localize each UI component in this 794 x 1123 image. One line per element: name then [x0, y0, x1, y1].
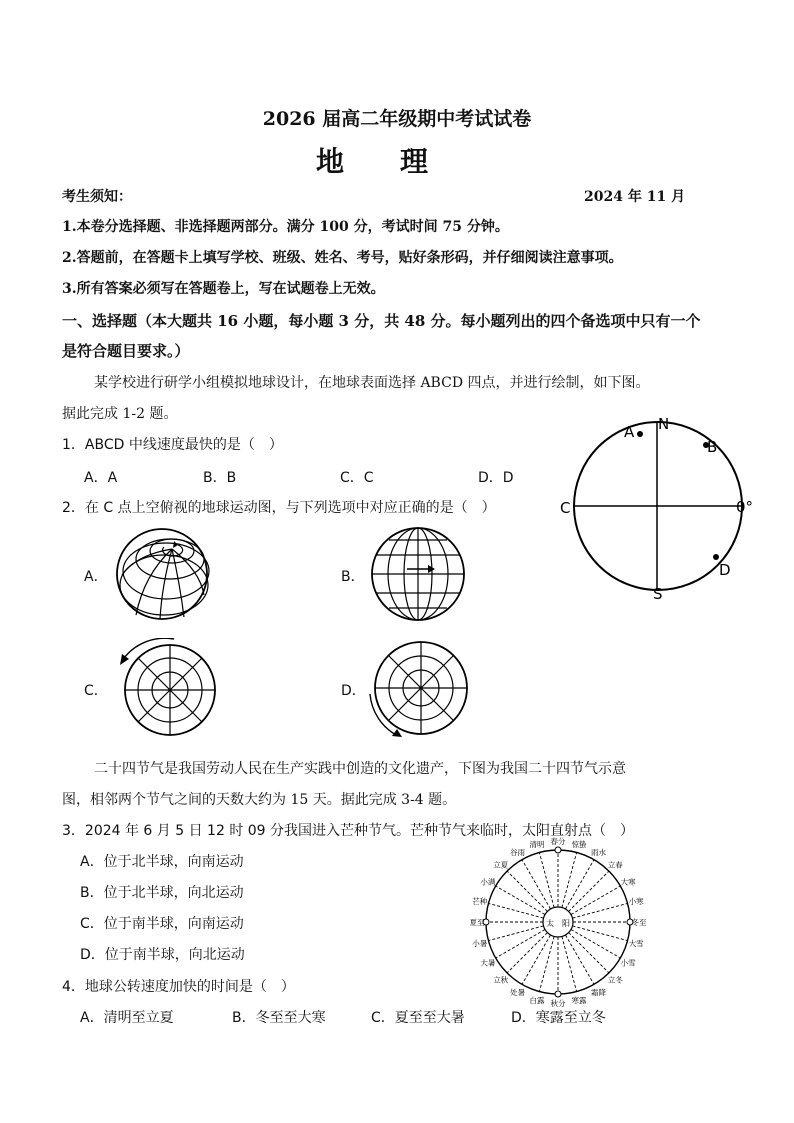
q2-option-b[interactable]: B． [341, 569, 365, 585]
solar-term-spoke [562, 853, 577, 908]
solar-term-label: 冬至 [631, 918, 647, 927]
question-3-stem: 3．2024 年 6 月 5 日 12 时 09 分我国进入芒种节气。芒种节气来临时，太阳直射点（ ） [62, 823, 635, 839]
solar-term-label: 谷雨 [510, 847, 525, 857]
globe-label-d: D [719, 561, 731, 579]
solar-term-label: 大雪 [628, 939, 644, 948]
q4-option-c[interactable]: C．夏至至大暑 [371, 1010, 465, 1026]
q3-option-b[interactable]: B．位于北半球，向北运动 [80, 885, 244, 901]
solar-term-spoke [507, 871, 547, 911]
solar-term-spoke [569, 933, 609, 973]
question-4-stem: 4．地球公转速度加快的时间是（ ） [62, 979, 295, 995]
solar-term-label: 大暑 [480, 958, 496, 968]
solar-term-spoke [573, 903, 628, 918]
solar-term-spoke [569, 871, 609, 911]
solar-term-label: 雨水 [591, 847, 606, 857]
globe-label-a: A [624, 423, 635, 441]
section-heading-line2: 是符合题目要求。） [62, 342, 190, 360]
globe-label-b: B [707, 438, 718, 456]
intro-paragraph-2-cont: 图，相邻两个节气之间的天数大约为 15 天。据此完成 3-4 题。 [62, 792, 457, 808]
solar-term-spoke [573, 926, 628, 941]
solar-term-label: 处暑 [510, 988, 525, 998]
intro-paragraph-1-cont: 据此完成 1-2 题。 [62, 406, 178, 422]
solar-term-spoke [496, 930, 545, 959]
solar-term-label: 寒露 [571, 996, 587, 1006]
solar-term-label: 芒种 [472, 897, 488, 906]
solar-term-label: 立夏 [493, 860, 509, 870]
solar-term-spoke [539, 937, 554, 992]
solar-term-label: 惊蛰 [571, 839, 587, 849]
solar-term-spoke [496, 886, 545, 915]
globe-abcd-diagram [556, 412, 766, 607]
q1-option-a[interactable]: A．A [84, 470, 118, 486]
solar-term-label: 立春 [607, 860, 623, 870]
sun-center-label: 太 阳 [546, 919, 570, 928]
globe-label-c: C [560, 499, 571, 517]
solar-term-spoke [571, 886, 620, 915]
option-d-polar-figure [368, 638, 472, 738]
globe-label-n: N [658, 415, 670, 433]
option-a-globe-figure [114, 525, 214, 621]
solar-term-spoke [489, 903, 544, 918]
q1-option-b[interactable]: B．B [203, 470, 237, 486]
q3-option-c[interactable]: C．位于南半球，向南运动 [80, 916, 244, 932]
solar-term-label: 夏至 [469, 918, 485, 927]
solar-term-label: 小暑 [472, 939, 488, 948]
solar-term-label: 大寒 [620, 877, 636, 887]
solar-term-marker [555, 847, 561, 853]
solar-term-spoke [522, 860, 551, 909]
notice-item-3: 3.所有答案必须写在答题卷上，写在试题卷上无效。 [62, 281, 385, 297]
q1-option-c[interactable]: C．C [340, 470, 374, 486]
section-heading-line1: 一、选择题（本大题共 16 小题，每小题 3 分，共 48 分。每小题列出的四个备选项中只有一个 [62, 312, 701, 330]
question-2-stem: 2．在 C 点上空俯视的地球运动图，与下列选项中对应正确的是（ ） [62, 500, 496, 516]
q2-option-c[interactable]: C． [84, 683, 108, 699]
solar-term-label: 小寒 [628, 897, 644, 906]
solar-term-spoke [522, 935, 551, 984]
solar-term-label: 小雪 [620, 958, 636, 968]
exam-title: 2026 届高二年级期中考试试卷 [262, 108, 532, 130]
solar-term-spoke [489, 926, 544, 941]
question-1-stem: 1．ABCD 中线速度最快的是（ ） [62, 437, 283, 453]
solar-term-spoke [539, 853, 554, 908]
solar-term-marker [555, 991, 561, 997]
option-b-globe-figure [369, 527, 469, 623]
notice-item-2: 2.答题前，在答题卡上填写学校、班级、姓名、考号，贴好条形码，并仔细阅读注意事项。 [62, 250, 623, 266]
intro-paragraph-2: 二十四节气是我国劳动人民在生产实践中创造的文化遗产，下图为我国二十四节气示意 [94, 761, 626, 777]
solar-term-label: 立冬 [607, 975, 623, 985]
solar-term-label: 立秋 [493, 975, 509, 985]
option-c-polar-figure [112, 638, 220, 738]
q1-option-d[interactable]: D．D [478, 470, 514, 486]
solar-term-spoke [507, 933, 547, 973]
q2-option-a[interactable]: A． [84, 569, 108, 585]
solar-term-label: 秋分 [550, 999, 566, 1008]
q2-option-d[interactable]: D． [341, 683, 366, 699]
solar-term-spoke [562, 937, 577, 992]
q4-option-d[interactable]: D．寒露至立冬 [511, 1010, 606, 1026]
solar-term-spoke [571, 930, 620, 959]
q3-option-d[interactable]: D．位于南半球，向北运动 [80, 947, 245, 963]
solar-term-label: 春分 [550, 837, 566, 846]
globe-label-0deg: 0° [736, 498, 754, 516]
q4-option-a[interactable]: A．清明至立夏 [80, 1010, 174, 1026]
solar-term-label: 白露 [529, 996, 545, 1006]
notice-item-1: 1.本卷分选择题、非选择题两部分。满分 100 分，考试时间 75 分钟。 [62, 219, 509, 235]
q4-option-b[interactable]: B．冬至至大寒 [232, 1010, 326, 1026]
notice-label: 考生须知： [62, 189, 132, 205]
solar-term-label: 清明 [529, 839, 545, 849]
solar-terms-diagram [468, 834, 648, 1010]
exam-date: 2024 年 11 月 [584, 189, 686, 205]
subject-title: 地 理 [315, 145, 428, 178]
solar-term-spoke [566, 860, 595, 909]
intro-paragraph-1: 某学校进行研学小组模拟地球设计，在地球表面选择 ABCD 四点，并进行绘制，如下图。 [94, 375, 650, 391]
solar-term-label: 霜降 [591, 988, 606, 998]
globe-label-s: S [653, 585, 663, 603]
q3-option-a[interactable]: A．位于北半球，向南运动 [80, 854, 244, 870]
solar-term-spoke [566, 935, 595, 984]
solar-term-label: 小满 [480, 877, 496, 887]
